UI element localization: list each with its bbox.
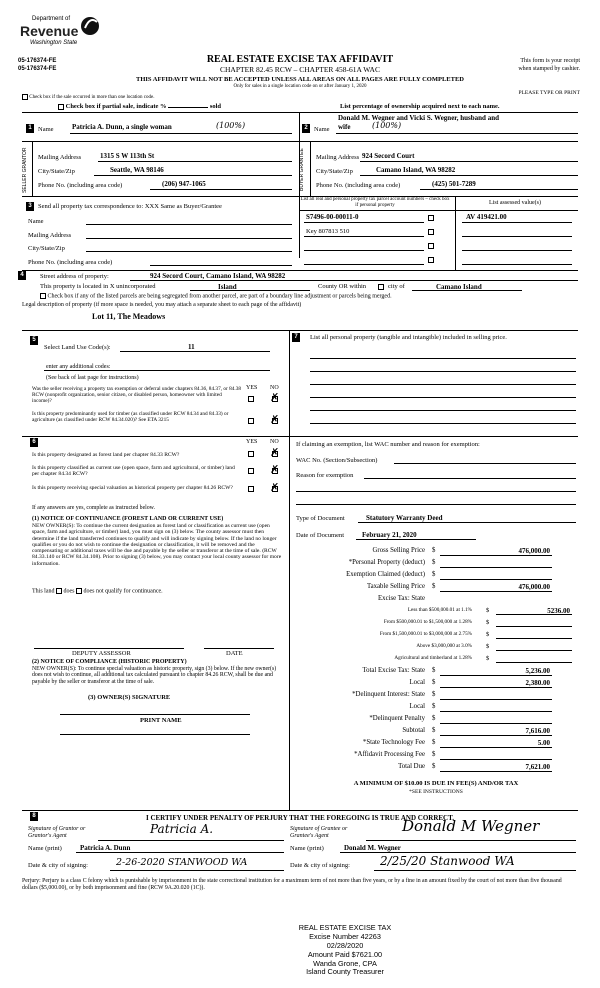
located-county[interactable]: Island: [218, 283, 237, 291]
sec5-q2-no-mark-icon: ✗: [270, 413, 280, 426]
gross-label: Gross Selling Price: [372, 547, 425, 554]
sec3-city-label: City/State/Zip: [28, 245, 65, 252]
total-state-label: Total Excise Tax: State: [362, 667, 425, 674]
stamp-line-4: Amount Paid $7621.00: [307, 949, 383, 959]
stamp-line-5: Wanda Grone, CPA: [313, 958, 377, 968]
located-b: County OR within: [318, 283, 367, 290]
parcel-4-checkbox[interactable]: [428, 257, 434, 263]
subtotal-value[interactable]: 7,616.00: [525, 727, 550, 735]
does-checkbox[interactable]: [56, 588, 62, 594]
buyer-pct[interactable]: (100%): [372, 121, 402, 130]
gross-value[interactable]: 476,000.00: [518, 547, 550, 555]
legal-description[interactable]: Lot 11, The Meadows: [92, 312, 166, 321]
grantee-name[interactable]: Donald M. Wegner: [344, 844, 401, 852]
buyer-phone[interactable]: (425) 501-7289: [432, 180, 476, 188]
exempt-label: Exemption Claimed (deduct): [346, 571, 425, 578]
logo-line1: Department of: [32, 16, 71, 22]
sec3-name-label: Name: [28, 218, 44, 225]
partial-sale-row: [58, 103, 221, 110]
assessed-head: List assessed value(s): [489, 200, 541, 206]
send-correspondence: Send all property tax correspondence to: XXX Same as Buyer/Grantee: [38, 203, 222, 210]
stamp-line-6: Island County Treasurer: [306, 967, 384, 977]
tier2-dollar: $: [486, 619, 490, 626]
buyer-city[interactable]: Camano Island, WA 98282: [376, 166, 456, 174]
wac-label: WAC No. (Section/Subsection): [296, 457, 378, 464]
buyer-addr[interactable]: 924 Secord Court: [362, 152, 415, 160]
del-local-label: Local: [409, 703, 425, 710]
land-use-label: Select Land Use Code(s):: [44, 344, 111, 351]
exemption-note: If claiming an exemption, list WAC number and reason for exemption:: [296, 441, 480, 448]
this-land-row: [32, 588, 163, 595]
street-address[interactable]: 924 Secord Court, Camano Island, WA 98282: [150, 272, 286, 280]
legal-label: Legal description of property (if more space is needed, you may attach a separate sheet to each page of the affidavit): [22, 302, 302, 308]
taxable-dollar: $: [432, 583, 436, 590]
section-7-number: 7: [292, 333, 300, 342]
parcel-1[interactable]: S7496-00-00011-0: [306, 213, 359, 221]
total-due-value[interactable]: 7,621.00: [525, 763, 550, 771]
del-local-dollar: $: [432, 703, 436, 710]
section-5-number: 5: [30, 336, 38, 345]
notice2-body: NEW OWNER(S): To continue special valuation as historic property, sign (3) below. If the new owner(s) does not wish to continue, all additional tax calculated pursuant to chapter 84.26 RCW, shall be due and payable by the seller or transferor at the time of sale.: [32, 666, 277, 685]
total-due-label: Total Due: [398, 763, 425, 770]
grantor-name[interactable]: Patricia A. Dunn: [80, 844, 131, 852]
buyer-side-label: BUYER GRANTEE: [299, 148, 305, 192]
tech-fee-dollar: $: [432, 739, 436, 746]
sec5-q1-yes[interactable]: [248, 396, 254, 402]
sec5-no: NO: [270, 385, 279, 391]
grantor-sig-label: Signature of Grantor or Grantor's Agent: [28, 826, 86, 839]
minimum-note: A MINIMUM OF $10.00 IS DUE IN FEE(S) AND/OR TAX: [353, 780, 519, 787]
sec5-q1: Was the seller receiving a property tax exemption or deferral under chapters 84.36, 84.37, or 84.38 RCW (nonprofit organization, senior citizen, or disabled person, homeowner with limited income)?: [32, 386, 242, 405]
logo-line3: Washington State: [30, 40, 78, 46]
grantee-date-label: Date & city of signing:: [290, 862, 350, 869]
assessed-1[interactable]: AV 419421.00: [466, 213, 507, 221]
buyer-name-line1[interactable]: Donald M. Wegner and Vicki S. Wegner, husband and: [338, 114, 499, 122]
del-state-label: *Delinquent Interest: State: [352, 691, 425, 698]
this-land-label: This land: [32, 588, 55, 595]
section-2-number: 2: [302, 124, 310, 133]
land-use-code[interactable]: 11: [188, 343, 195, 351]
certify-text: I CERTIFY UNDER PENALTY OF PERJURY THAT THE FOREGOING IS TRUE AND CORRECT.: [145, 814, 454, 822]
logo-swoosh-icon: [80, 14, 100, 38]
multi-location-checkbox[interactable]: [22, 94, 28, 100]
grantor-date-label: Date & city of signing:: [28, 862, 88, 869]
gross-dollar: $: [432, 547, 436, 554]
grantee-signature[interactable]: Donald M Wegner: [402, 817, 540, 835]
total-state-value[interactable]: 5,236.00: [525, 667, 550, 675]
partial-sale-label-a: Check box if partial sale, indicate %: [65, 103, 167, 110]
tier4-label: Above $3,000,000 at 3.0%: [416, 643, 472, 649]
stamp-line-3: 02/28/2020: [326, 940, 364, 950]
perjury-note: [22, 878, 578, 891]
located-c: city of: [388, 283, 405, 290]
parcel-3-checkbox[interactable]: [428, 243, 434, 249]
receipt-note-1: This form is your receipt: [520, 58, 580, 64]
see-instructions: *SEE INSTRUCTIONS: [409, 789, 463, 795]
personal-dollar: $: [432, 559, 436, 566]
doc-date-label: Date of Document: [296, 532, 345, 539]
parcel-2-checkbox[interactable]: [428, 229, 434, 235]
tier3-label: From $1,500,000.01 to $3,000,000 at 2.75%: [379, 631, 472, 637]
notice2-title: (2) NOTICE OF COMPLIANCE (HISTORIC PROPERTY): [32, 659, 187, 665]
multi-location-row: [22, 94, 154, 101]
tier1-value[interactable]: 5236.00: [547, 607, 570, 615]
sec3-phone-label: Phone No. (including area code): [28, 259, 113, 266]
perjury-text: Perjury: Perjury is a class C felony which is punishable by imprisonment in the state correctional institution for a maximum term of not more than five years, or by a fine in an amount fixed by the court of not more than five thousand dollars ($5,000.00), or by both imprisonment and fine (RCW 9A.20.020 (1C)).: [22, 878, 562, 891]
doc-type-label: Type of Document: [296, 515, 345, 522]
seller-city[interactable]: Seattle, WA 98146: [110, 166, 164, 174]
sec3-addr-label: Mailing Address: [28, 232, 72, 239]
sec6-q1-no-mark-icon: ✗: [270, 446, 280, 459]
section-6-number: 6: [30, 438, 38, 447]
subtotal-dollar: $: [432, 727, 436, 734]
deputy-assessor-label: DEPUTY ASSESSOR: [72, 650, 131, 657]
sec6-q3-no-mark-icon: ✗: [270, 481, 280, 494]
please-type: PLEASE TYPE OR PRINT: [518, 90, 580, 96]
tier4-dollar: $: [486, 643, 490, 650]
section-4-number: 4: [18, 271, 26, 280]
grantor-name-label: Name (print): [28, 845, 62, 852]
tier5-dollar: $: [486, 655, 490, 662]
treasurer-stamp: [270, 924, 420, 977]
sec6-q3-yes[interactable]: [248, 486, 254, 492]
buyer-name-line2[interactable]: wife: [338, 123, 351, 131]
tech-fee-label: *State Technology Fee: [362, 739, 425, 746]
section-1-number: 1: [26, 124, 34, 133]
located-city[interactable]: Camano Island: [436, 283, 482, 291]
sec6-no: NO: [270, 439, 279, 445]
does-not-checkbox[interactable]: [76, 588, 82, 594]
form-code-1: 05-176374-FE: [18, 58, 57, 64]
taxable-value[interactable]: 476,000.00: [518, 583, 550, 591]
grantee-date-city[interactable]: 2/25/20 Stanwood WA: [380, 854, 515, 868]
city-within-checkbox[interactable]: [378, 284, 384, 290]
street-label: Street address of property:: [40, 273, 109, 280]
seller-phone-label: Phone No. (including area code): [38, 182, 123, 189]
does-not-label: does not qualify for continuance.: [83, 588, 163, 595]
notice1-body: NEW OWNER(S): To continue the current designation as forest land or classification as current use (open space, farm and agriculture, or timber) land, you must sign on (3) below. The county assessor must then determine if the land transferred continues to qualify and will indicate by signing below. If the land no longer qualifies or you do not wish to continue the designation or classification, it will be removed and the compensating or additional taxes will be due and payable by the seller or transferor at the time of sale. (RCW 84.33.140 or RCW 84.34.108). Prior to signing (3) below, you may contact your local county assessor for more information.: [32, 523, 282, 567]
sec5-yes: YES: [246, 385, 258, 391]
total-state-dollar: $: [432, 667, 436, 674]
local-value[interactable]: 2,380.00: [525, 679, 550, 687]
buyer-addr-label: Mailing Address: [316, 154, 360, 161]
grantee-sig-label: Signature of Grantee or Grantee's Agent: [290, 826, 348, 839]
segregated-checkbox[interactable]: [40, 293, 46, 299]
sec6-q1: Is this property designated as forest land per chapter 84.33 RCW?: [32, 452, 180, 458]
buyer-name-label: Name: [314, 126, 330, 133]
total-due-dollar: $: [432, 763, 436, 770]
sec6-q1-yes[interactable]: [248, 451, 254, 457]
sec5-q1-no-mark-icon: ✗: [270, 391, 280, 404]
pct-ownership-note: List percentage of ownership acquired next to each name.: [340, 103, 500, 110]
buyer-phone-label: Phone No. (including area code): [316, 182, 401, 189]
local-label: Local: [409, 679, 425, 686]
segregated-row: [40, 293, 392, 300]
seller-name-label: Name: [38, 126, 54, 133]
sec6-q2-no-mark-icon: ✗: [270, 463, 280, 476]
receipt-note-2: when stamped by cashier.: [518, 66, 580, 72]
tier1-label: Less than $500,000.01 at 1.1%: [407, 607, 472, 613]
print-name-label: PRINT NAME: [140, 717, 182, 724]
sec5-q2-yes[interactable]: [248, 418, 254, 424]
seller-addr[interactable]: 1315 S W 113th St: [100, 152, 155, 160]
form-chapter: CHAPTER 82.45 RCW – CHAPTER 458-61A WAC: [220, 65, 380, 74]
doc-type[interactable]: Statutory Warranty Deed: [366, 514, 443, 522]
taxable-label: Taxable Selling Price: [366, 583, 425, 590]
sec6-yes: YES: [246, 439, 258, 445]
partial-sale-label-b: sold: [209, 103, 222, 110]
located-a: This property is located in X unincorporated: [40, 283, 156, 290]
see-back: (See back of last page for instructions): [46, 375, 139, 381]
seller-phone[interactable]: (206) 947-1065: [162, 180, 206, 188]
seller-pct[interactable]: (100%): [216, 121, 246, 130]
grantor-date-city[interactable]: 2-26-2020 STANWOOD WA: [116, 857, 248, 868]
tier3-dollar: $: [486, 631, 490, 638]
logo-line2: Revenue: [20, 23, 79, 39]
only-for-note: Only for sales in a single location code on or after January 1, 2020: [233, 84, 367, 89]
date-label: DATE: [226, 650, 243, 657]
sec6-q2: Is this property classified as current use (open space, farm and agricultural, or timber) land per chapter 84.34 RCW?: [32, 465, 235, 478]
warning-text: THIS AFFIDAVIT WILL NOT BE ACCEPTED UNLESS ALL AREAS ON ALL PAGES ARE FULLY COMPLETED: [136, 76, 464, 83]
parcel-1-checkbox[interactable]: [428, 215, 434, 221]
section-8-number: 8: [30, 812, 38, 821]
proc-fee-label: *Affidavit Processing Fee: [354, 751, 425, 758]
tech-fee-value[interactable]: 5.00: [537, 739, 550, 747]
doc-date[interactable]: February 21, 2020: [362, 531, 417, 539]
del-penalty-dollar: $: [432, 715, 436, 722]
seller-city-label: City/State/Zip: [38, 168, 75, 175]
seller-side-label: SELLER GRANTOR: [22, 147, 28, 193]
proc-fee-dollar: $: [432, 751, 436, 758]
sec5-q2: Is this property predominantly used for timber (as classified under RCW 84.34 and 84.33) or agriculture (as classified under RCW 84.34.020)? See ETA 3215: [32, 411, 229, 424]
form-code-2: 05-176374-FE: [18, 66, 57, 72]
del-state-dollar: $: [432, 691, 436, 698]
tier1-dollar: $: [486, 607, 490, 614]
seller-addr-label: Mailing Address: [38, 154, 82, 161]
sec6-q3: Is this property receiving special valuation as historical property per chapter 84.26 RCW?: [32, 485, 233, 491]
local-dollar: $: [432, 679, 436, 686]
parcel-2[interactable]: Key 807813 510: [306, 228, 350, 235]
owner-signature-label: (3) OWNER(S) SIGNATURE: [88, 694, 171, 701]
stamp-line-2: Excise Number 42263: [309, 931, 381, 941]
form-title: REAL ESTATE EXCISE TAX AFFIDAVIT: [206, 54, 394, 65]
del-penalty-label: *Delinquent Penalty: [369, 715, 425, 722]
segregated-label: Check box if any of the listed parcels are being segregated from another parcel, are part of a boundary line adjustment or parcels being merged.: [47, 293, 392, 300]
multi-location-label: Check box if the sale occurred in more than one location code.: [29, 95, 155, 101]
partial-sale-checkbox[interactable]: [58, 104, 64, 110]
parcel-head: List all real and personal property tax parcel account numbers – check box if personal property: [300, 197, 450, 208]
subtotal-label: Subtotal: [402, 727, 425, 734]
if-yes-note: If any answers are yes, complete as instructed below.: [32, 505, 155, 511]
tier2-label: From $500,000.01 to $1,500,000 at 1.28%: [383, 619, 472, 625]
does-label: does: [63, 588, 75, 595]
reason-label: Reason for exemption: [296, 472, 354, 479]
personal-deduct-label: *Personal Property (deduct): [348, 559, 425, 566]
grantee-name-label: Name (print): [290, 845, 324, 852]
exempt-dollar: $: [432, 571, 436, 578]
sec6-q2-yes[interactable]: [248, 468, 254, 474]
excise-state-label: Excise Tax: State: [378, 595, 425, 602]
dor-logo: [18, 14, 108, 54]
section-3-number: 3: [26, 202, 34, 211]
enter-codes: enter any additional codes:: [46, 364, 111, 370]
tier5-label: Agricultural and timberland at 1.28%: [394, 655, 472, 661]
stamp-line-1: REAL ESTATE EXCISE TAX: [298, 923, 392, 932]
seller-name[interactable]: Patricia A. Dunn, a single woman: [72, 123, 172, 131]
personal-property-note: List all personal property (tangible and intangible) included in selling price.: [310, 334, 507, 341]
buyer-city-label: City/State/Zip: [316, 168, 353, 175]
notice1-title: (1) NOTICE OF CONTINUANCE (FOREST LAND OR CURRENT USE): [32, 516, 224, 522]
grantor-signature[interactable]: Patricia A.: [150, 822, 214, 836]
